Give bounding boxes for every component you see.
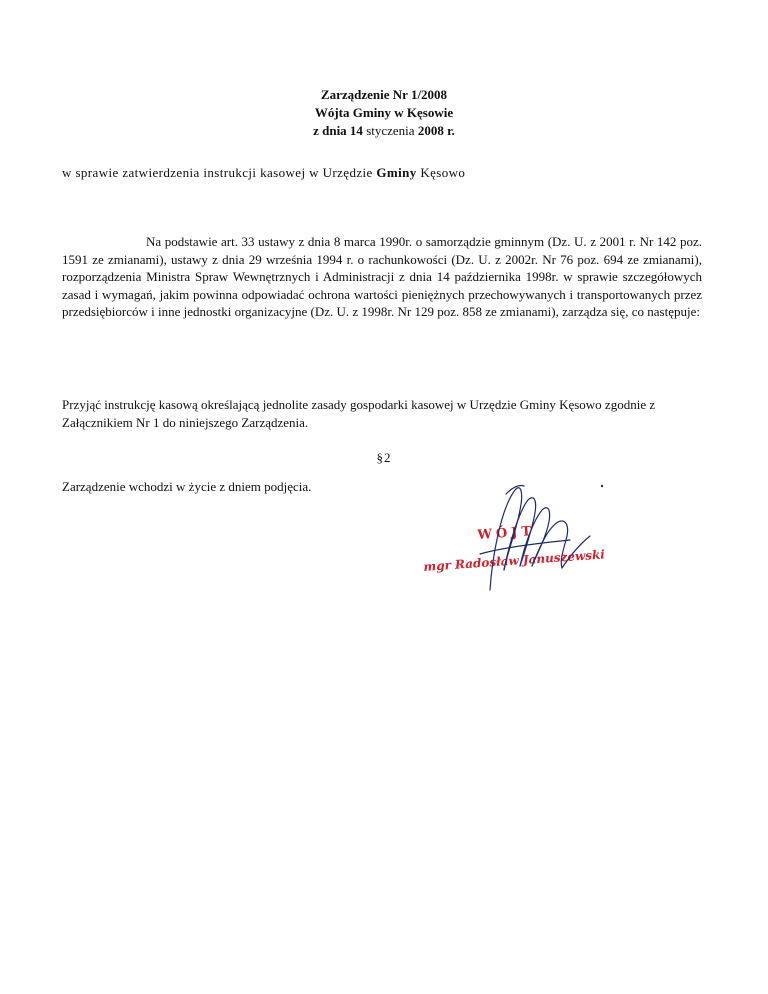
preamble-paragraph: Na podstawie art. 33 ustawy z dnia 8 marca 1990r. o samorządzie gminnym (Dz. U. z 2001 r. Nr 142 poz. 1591 ze zmianami), ustawy z dnia 29 września 1994 r. o rachunkowości (Dz. U. z 2002r. Nr 76 poz. 694 ze zmianami), rozporządzenia Ministra Spraw Wewnętrznych i Administracji z dnia 14 października 1998r. w sprawie szczegółowych zasad i wymagań, jakim powinna odpowiadać ochrona wartości pieniężnych przechowywanych i transportowanych przez przedsiębiorców i inne jednostki organizacyjne (Dz. U. z 1998r. Nr 129 poz. 858 ze zmianami), zarządza się, co następuje:: [62, 234, 702, 319]
document-header: [0, 86, 768, 140]
header-title: Zarządzenie Nr 1/2008: [320, 87, 448, 102]
section-2-heading: §2: [376, 450, 392, 465]
paragraph-1: Przyjąć instrukcję kasową określającą jednolite zasady gospodarki kasowej w Urzędzie Gminy Kęsowo zgodnie z Załącznikiem Nr 1 do niniejszego Zarządzenia.: [62, 397, 656, 430]
document-subject: w sprawie zatwierdzenia instrukcji kasowej w Urzędzie Gminy Kęsowo: [62, 165, 466, 180]
stamp-title: WÓJT: [476, 524, 536, 543]
stamp-name: mgr Radosław Januszewski: [423, 547, 606, 574]
header-date: z dnia 14 styczenia 2008 r.: [313, 123, 455, 138]
handwritten-signature: [420, 470, 620, 610]
paragraph-2: Zarządzenie wchodzi w życie z dniem podjęcia.: [62, 479, 312, 494]
header-issuer: Wójta Gminy w Kęsowie: [314, 105, 454, 120]
